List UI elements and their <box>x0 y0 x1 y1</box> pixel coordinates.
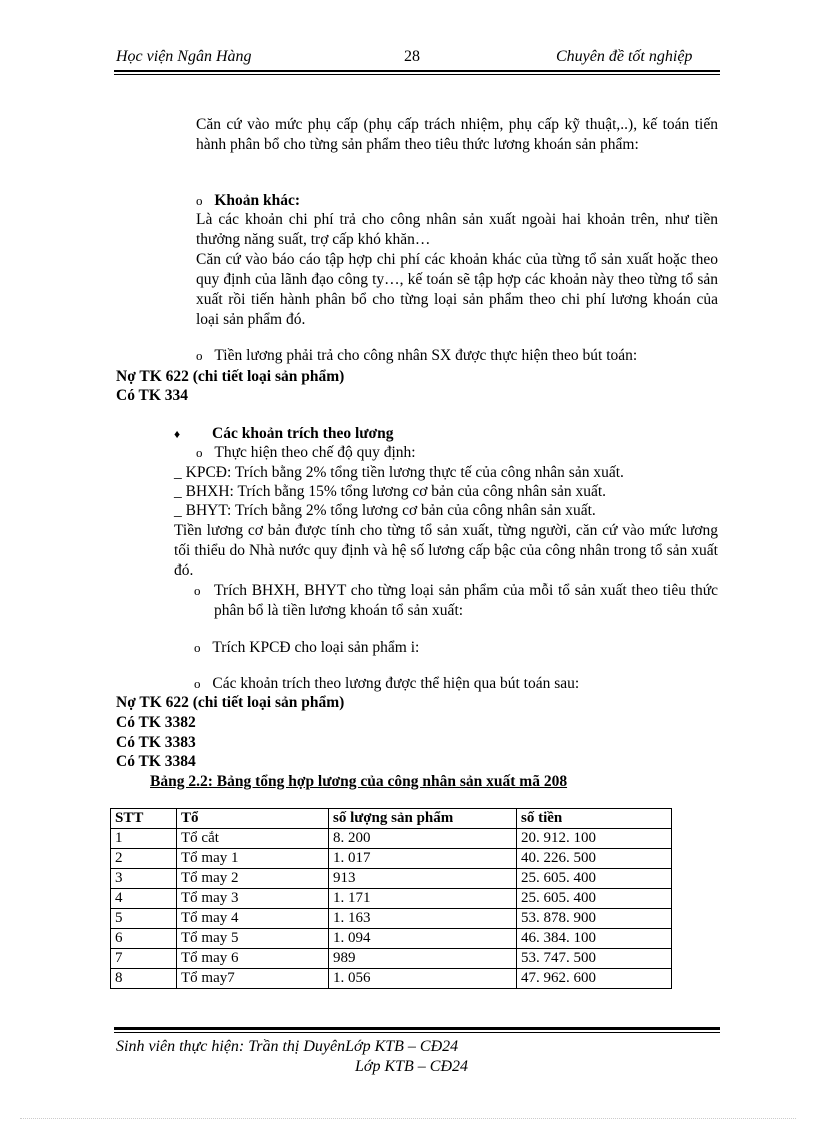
entry2-credit-3384: Có TK 3384 <box>116 753 196 770</box>
table-row <box>111 949 672 969</box>
entry2-debit: Nợ TK 622 (chi tiết loại sản phẩm) <box>116 694 345 711</box>
cell-so-luong: 989 <box>329 949 517 969</box>
cell-so-tien: 46. 384. 100 <box>517 929 672 949</box>
table-row <box>111 849 672 869</box>
header-so-tien: số tiền <box>517 809 672 829</box>
header-title: Chuyên đề tốt nghiệp <box>556 48 693 65</box>
table-caption: Bảng 2.2: Bảng tổng hợp lương của công nhân sản xuất mã 208 <box>150 773 568 790</box>
cell-to: Tổ may 6 <box>177 949 329 969</box>
cell-to: Tổ may 1 <box>177 849 329 869</box>
salary-table <box>110 808 672 989</box>
diamond-bullet-icon: ♦ <box>174 427 181 441</box>
bullet-tien-luong <box>196 346 637 366</box>
page-number: 28 <box>404 48 420 65</box>
table-row <box>111 889 672 909</box>
cell-so-luong: 913 <box>329 869 517 889</box>
cell-so-tien: 47. 962. 600 <box>517 969 672 989</box>
page-edge-divider <box>20 1118 796 1119</box>
paragraph-bao-cao: Căn cứ vào báo cáo tập hợp chi phí các khoản khác của từng tổ sản xuất hoặc theo quy định của lãnh đạo công ty…, kế toán sẽ tập hợp các khoản này theo từng tổ sản xuất rồi tiến hành phân bổ cho từng loại sản phẩm theo chi phí lương khoán của loại sản phẩm đó. <box>196 251 718 328</box>
header-school: Học viện Ngân Hàng <box>116 48 252 65</box>
bullet-tien-luong-text: Tiền lương phải trả cho công nhân SX được thực hiện theo bút toán: <box>214 347 638 364</box>
cell-stt: 4 <box>111 889 177 909</box>
table-row <box>111 869 672 889</box>
bullet-cac-khoan <box>194 674 579 694</box>
circle-bullet-icon: o <box>194 640 201 655</box>
table-row <box>111 909 672 929</box>
header-to: Tổ <box>177 809 329 829</box>
header-rule-thick <box>114 70 720 72</box>
bullet-thuc-hien <box>196 443 416 463</box>
cell-to: Tổ may 5 <box>177 929 329 949</box>
footer-student: Sinh viên thực hiện: Trần thị DuyênLớp KTB – CĐ24 <box>116 1038 459 1055</box>
cell-so-tien: 53. 747. 500 <box>517 949 672 969</box>
bullet-khoan-khac <box>196 191 300 211</box>
circle-bullet-icon: o <box>196 348 203 363</box>
cell-to: Tổ may 3 <box>177 889 329 909</box>
circle-bullet-icon: o <box>194 676 201 691</box>
header-stt: STT <box>111 809 177 829</box>
cell-stt: 8 <box>111 969 177 989</box>
table-row <box>111 829 672 849</box>
cell-so-luong: 8. 200 <box>329 829 517 849</box>
circle-bullet-icon: o <box>194 583 201 598</box>
cell-so-luong: 1. 163 <box>329 909 517 929</box>
cell-so-tien: 20. 912. 100 <box>517 829 672 849</box>
cell-so-luong: 1. 094 <box>329 929 517 949</box>
section-title: Các khoản trích theo lương <box>212 425 394 442</box>
entry1-debit: Nợ TK 622 (chi tiết loại sản phẩm) <box>116 368 345 385</box>
paragraph-phu-cap: Căn cứ vào mức phụ cấp (phụ cấp trách nhiệm, phụ cấp kỹ thuật,..), kế toán tiến hành phân bổ cho từng sản phẩm theo tiêu thức lương khoán sản phẩm: <box>196 116 718 153</box>
table-row <box>111 969 672 989</box>
cell-stt: 1 <box>111 829 177 849</box>
entry1-credit: Có TK 334 <box>116 387 189 404</box>
cell-stt: 3 <box>111 869 177 889</box>
bullet-trich-kpcd <box>194 638 419 658</box>
circle-bullet-icon: o <box>196 193 203 208</box>
cell-to: Tổ may 4 <box>177 909 329 929</box>
cell-so-luong: 1. 171 <box>329 889 517 909</box>
circle-bullet-icon: o <box>196 445 203 460</box>
kpcd-line: _ KPCĐ: Trích bằng 2% tổng tiền lương thực tế của công nhân sản xuất. <box>174 464 624 481</box>
cell-to: Tổ cắt <box>177 829 329 849</box>
cell-stt: 6 <box>111 929 177 949</box>
section-trich-theo-luong <box>174 424 394 444</box>
cell-so-luong: 1. 017 <box>329 849 517 869</box>
footer-rule-thick <box>114 1027 720 1030</box>
bullet-trich-kpcd-text: Trích KPCĐ cho loại sản phẩm i: <box>212 639 420 656</box>
entry2-credit-3383: Có TK 3383 <box>116 734 196 751</box>
table-row <box>111 929 672 949</box>
bhxh-line: _ BHXH: Trích bằng 15% tổng lương cơ bản của công nhân sản xuất. <box>174 483 607 500</box>
cell-so-tien: 25. 605. 400 <box>517 869 672 889</box>
cell-stt: 5 <box>111 909 177 929</box>
bullet-trich-bhxh <box>194 581 718 621</box>
cell-so-tien: 53. 878. 900 <box>517 909 672 929</box>
bullet-thuc-hien-text: Thực hiện theo chế độ quy định: <box>214 444 416 461</box>
header-so-luong: số lượng sản phẩm <box>329 809 517 829</box>
footer-rule-thin <box>114 1032 720 1033</box>
bullet-cac-khoan-text: Các khoản trích theo lương được thể hiện qua bút toán sau: <box>212 675 580 692</box>
bullet-trich-bhxh-text: Trích BHXH, BHYT cho từng loại sản phẩm của mỗi tổ sản xuất theo tiêu thức phân bổ là tiền lương khoán tổ sản xuất: <box>214 582 718 619</box>
header-rule-thin <box>114 74 720 75</box>
paragraph-luong-co-ban: Tiền lương cơ bản được tính cho từng tổ sản xuất, từng người, căn cứ vào mức lương tối thiểu do Nhà nước quy định và hệ số lương cấp bậc của công nhân trong tổ sản xuất đó. <box>174 522 718 579</box>
cell-stt: 2 <box>111 849 177 869</box>
khoan-khac-title: Khoản khác: <box>214 192 301 209</box>
cell-so-luong: 1. 056 <box>329 969 517 989</box>
cell-to: Tổ may7 <box>177 969 329 989</box>
table-header-row <box>111 809 672 829</box>
cell-so-tien: 25. 605. 400 <box>517 889 672 909</box>
cell-to: Tổ may 2 <box>177 869 329 889</box>
cell-so-tien: 40. 226. 500 <box>517 849 672 869</box>
paragraph-khoan-khac: Là các khoản chi phí trả cho công nhân sản xuất ngoài hai khoản trên, như tiền thưởng năng suất, trợ cấp khó khăn… <box>196 211 718 248</box>
bhyt-line: _ BHYT: Trích bằng 2% tổng lương cơ bản của công nhân sản xuất. <box>174 502 596 519</box>
entry2-credit-3382: Có TK 3382 <box>116 714 196 731</box>
footer-class: Lớp KTB – CĐ24 <box>355 1058 469 1075</box>
cell-stt: 7 <box>111 949 177 969</box>
